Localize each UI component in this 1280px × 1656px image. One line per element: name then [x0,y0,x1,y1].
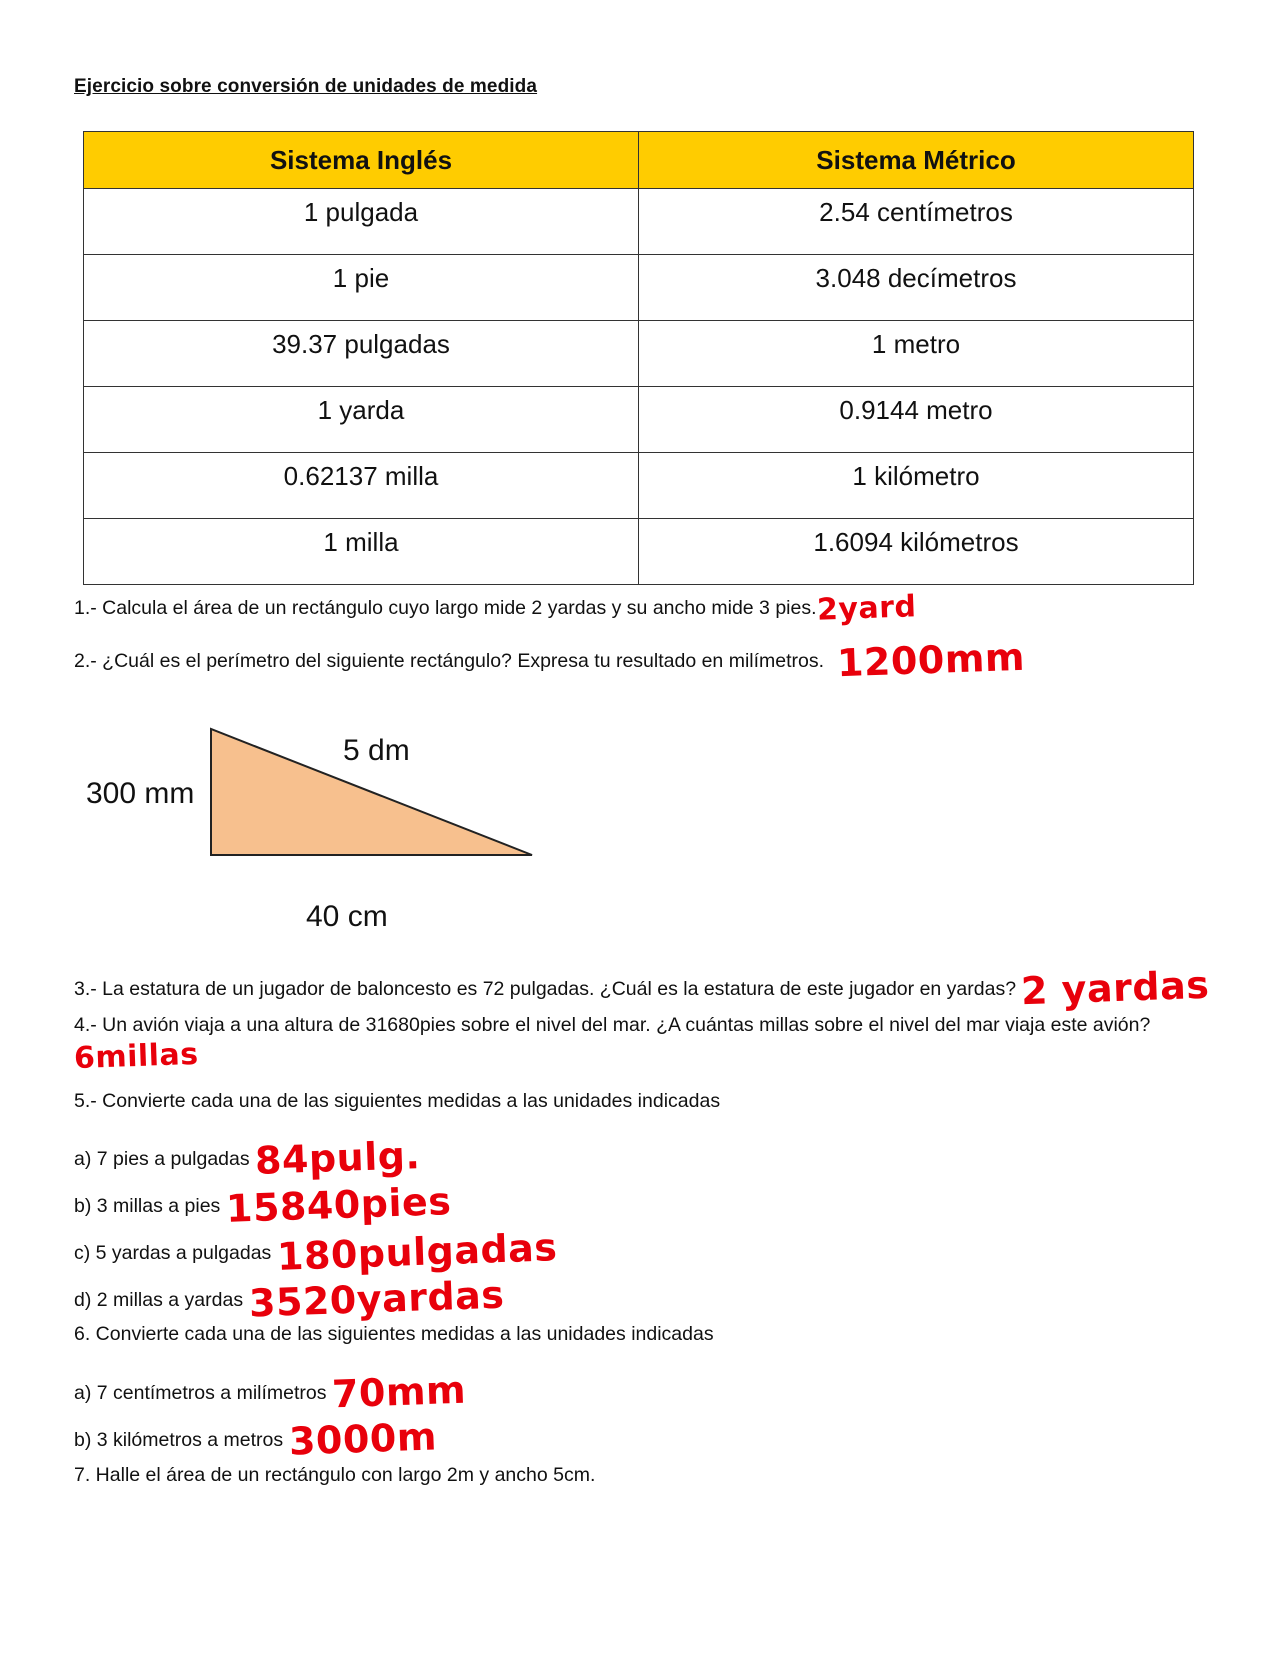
cell-metric: 2.54 centímetros [639,189,1194,255]
question-3-text: 3.- La estatura de un jugador de baloncesto es 72 pulgadas. ¿Cuál es la estatura de este jugador en yardas? [74,978,1017,1000]
question-6a-text: a) 7 centímetros a milímetros [74,1382,327,1404]
header-metric-system: Sistema Métrico [639,132,1194,189]
question-3 [74,962,1211,1014]
question-5c-answer: 180pulgadas [276,1225,558,1279]
question-5b-text: b) 3 millas a pies [74,1195,221,1217]
cell-metric: 0.9144 metro [639,387,1194,453]
cell-metric: 1 kilómetro [639,453,1194,519]
question-5b [74,1179,452,1231]
question-5c-text: c) 5 yardas a pulgadas [74,1242,272,1264]
cell-english: 39.37 pulgadas [84,321,639,387]
question-6: 6. Convierte cada una de las siguientes medidas a las unidades indicadas [74,1323,714,1345]
question-6b-text: b) 3 kilómetros a metros [74,1429,284,1451]
question-5c [74,1225,558,1279]
question-4-answer: 6millas [73,1036,200,1077]
triangle-height-label: 300 mm [86,777,195,810]
question-1-answer: 2yard [815,589,917,628]
triangle-hypotenuse-label: 5 dm [343,734,410,767]
cell-english: 1 milla [84,519,639,585]
cell-metric: 3.048 decímetros [639,255,1194,321]
cell-metric: 1.6094 kilómetros [639,519,1194,585]
question-5a [74,1133,422,1183]
question-3-answer: 2 yardas [1020,962,1211,1014]
cell-english: 1 pulgada [84,189,639,255]
question-1-text: 1.- Calcula el área de un rectángulo cuyo largo mide 2 yardas y su ancho mide 3 pies. [74,597,817,619]
question-2-answer: 1200mm [836,634,1027,686]
question-6a-answer: 70mm [331,1367,467,1417]
question-5a-text: a) 7 pies a pulgadas [74,1148,250,1170]
question-5: 5.- Convierte cada una de las siguientes medidas a las unidades indicadas [74,1090,721,1112]
question-2-text: 2.- ¿Cuál es el perímetro del siguiente rectángulo? Expresa tu resultado en milímetros. [74,650,825,672]
cell-english: 1 yarda [84,387,639,453]
question-5a-answer: 84pulg. [254,1133,422,1183]
question-7: 7. Halle el área de un rectángulo con largo 2m y ancho 5cm. [74,1464,596,1486]
cell-english: 0.62137 milla [84,453,639,519]
question-6b-answer: 3000m [287,1414,438,1464]
header-english-system: Sistema Inglés [84,132,639,189]
question-5b-answer: 15840pies [225,1179,452,1231]
question-5d [74,1272,505,1326]
question-6b [74,1414,438,1464]
question-4 [73,1010,1184,1077]
triangle-base-label: 40 cm [306,900,388,933]
cell-english: 1 pie [84,255,639,321]
worksheet-title: Ejercicio sobre conversión de unidades de medida [74,76,538,97]
question-4-text: 4.- Un avión viaja a una altura de 31680pies sobre el nivel del mar. ¿A cuántas millas sobre el nivel del mar viaja este avión? [74,1014,1151,1036]
question-5d-text: d) 2 millas a yardas [74,1289,244,1311]
question-5d-answer: 3520yardas [247,1272,505,1326]
question-6a [74,1367,467,1417]
cell-metric: 1 metro [639,321,1194,387]
